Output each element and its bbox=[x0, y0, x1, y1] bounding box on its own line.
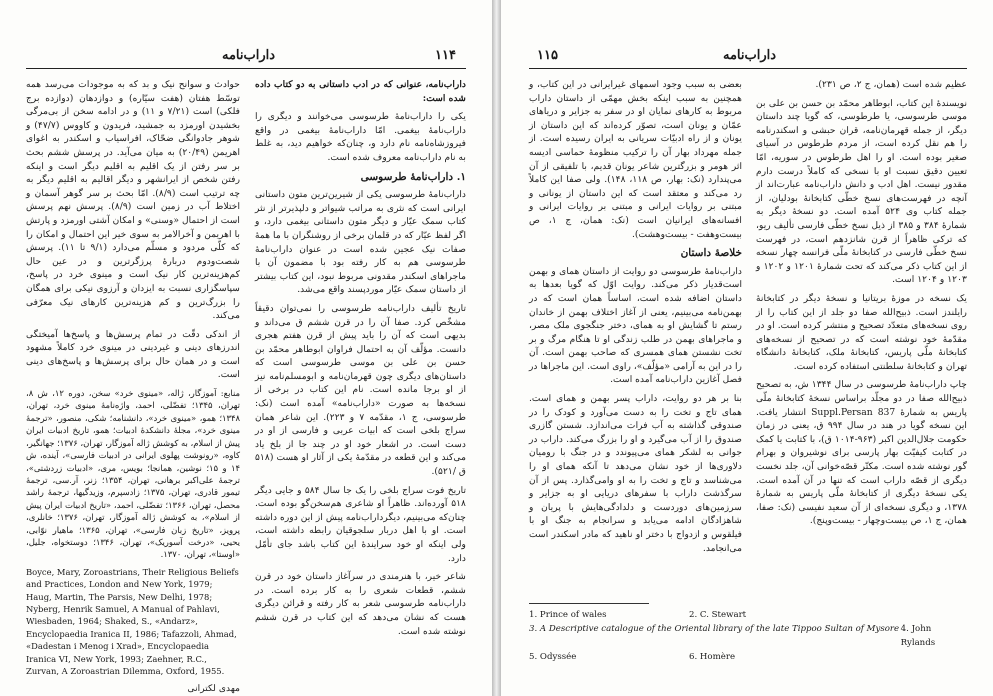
left-page bbox=[0, 0, 492, 696]
footnote-row bbox=[529, 608, 967, 622]
sources-latin: Boyce, Mary, Zoroastrians, Their Religious Beliefs and Practices, London and New York, 1979; Haug, Martin, The Parsis, New Delhi, 1978; Nyberg, Henrik Samuel, A Manual of Pahlavi, Wiesbaden, 1964; Shaked, S., «Andarz», Encyclopaedia Iranica II, 1986; Tafazzoli, Ahmad, «Dadestan i Menog i Xrad», Encyclopaedia Iranica VI, New York, 1993; Zaehner, R.C., Zurvan, A Zoroastrian Dilemma, Oxford, 1955. bbox=[26, 566, 239, 676]
paragraph: داراب‌نامهٔ طرسوسی یکی از شیرین‌ترین متون داستانی ایرانی است که نثری به مراتب شیواتر و دلپذیرتر از نثر کتاب سمک عیّار و دیگر متون داستانی بیغمی دارد، و اگر لفظ عیّار که در قلمان برخی از روشنگران با ما همهٔ صفات نیک عجین شده است در عنوان داراب‌نامهٔ طرسوسی هم به کار رفته بود با مضمون آن با ماجراهای اسکندر مقدونی مربوط نبود، این کتاب بیشتر از داستان سمک عیّار موردپسند واقع می‌شد. bbox=[255, 189, 466, 296]
paragraph: یک نسخه در موزهٔ بریتانیا و نسخهٔ دیگر در کتابخانهٔ رایلندز است. ذبیح‌الله صفا دو جلد از این کتاب را از روی نسخه‌های متعدّد تصحیح و منتشر کرده است. او در مقدّمهٔ خود نوشته است که در تصحیح از نسخه‌های کتابخانهٔ ملّی پاریس، کتابخانهٔ ملک، کتابخانهٔ دانشگاه تهران و کتابخانهٔ سلطنتی استفاده کرده است. bbox=[756, 292, 967, 372]
paragraph: از اندکی دقّت در تمام پرسش‌ها و پاسخ‌ها آمیختگی اندرزهای دینی و غیردینی در مینوی خرد کاملاً مشهود است و در همان حال برای پرسش‌ها و پاسخ‌های دینی است. bbox=[26, 328, 240, 381]
entry-title: داراب‌نامه، عنوانی که در ادب داستانی به دو کتاب داده شده است: bbox=[255, 79, 466, 104]
sources: منابع: آموزگار، ژاله، «مینوی خرد» سخن، دوره ۱۲، ش ۸، تهران، ۱۳۴۵؛ تفضّلی، احمد، واژه‌نامهٔ مینوی خرد، تهران، ۱۳۴۸؛ همو، «مینوی خرد»، دانشنامه؛ شکی، منصور، «ترجمهٔ مینوی خرد»، مجلهٔ دانشکدهٔ ادبیات؛ همو، تاریخ ادبیات ایران پیش از اسلام، به کوشش ژاله آموزگار، تهران، ۱۳۷۶؛ جهانگیر، کاوه، «رونوشت پهلوی ایرانی در ادبیات فارسی»، آینده، ش ۱۴ و ۱۵؛ نوشین، همانجا؛ بویس، مری، «ادبیات زردشتی»، ترجمهٔ علی‌اکبر برهانی، تهران، ۱۳۵۴؛ زنر، آر.سی، ترجمهٔ تیمور قادری، تهران، ۱۳۷۵؛ زادسپرم، وزیدگیها، ترجمهٔ راشد محصل، تهران، ۱۳۶۶؛ تفضّلی، احمد، «تاریخ ادبیات ایران پیش از اسلام»، به کوشش ژاله آموزگار، تهران، ۱۳۷۶؛ خانلری، پرویز، «تاریخ زبان فارسی»، تهران، ۱۳۶۵؛ ماهیار نوّابی، یحیی، «درخت آسوریک»، تهران، ۱۳۴۶؛ دوستخواه، جلیل، «اوستا»، تهران، ۱۳۷۰. bbox=[26, 388, 241, 560]
running-header-title: داراب‌نامه bbox=[723, 48, 777, 63]
paragraph: چاپ داراب‌نامهٔ طرسوسی در سال ۱۳۴۴ ش، به تصحیح ذبیح‌الله صفا در دو مجلّد براساس نسخهٔ کتابخانهٔ ملّی پاریس به شمارهٔ 837 Suppl.Persan انتشار یافت. این نسخه گویا در هند در سال ۹۹۴ ق، یعنی در زمان حکومت جلال‌الدین اکبر (۹۶۳-۱۰۱۴ ق)، با کتابت یا کمک در کتابت کیفیّت بهار پارسی برای نوشیروان و بهرام گور نوشته شده است. مکتّر قصّه‌خوانی آن، جلد نخست دیگری از قصّه داراب است که تنها در آن آمده است. یکی نسخهٔ دیگری از کتابخانهٔ ملّی پاریس به شمارهٔ ۱۳۷۸، و دیگری نسخه‌ای از آن سعید نفیسی (نک: صفا، همان، ج ۱، ص بیست‌وچهار - بیست‌وپنج). bbox=[756, 379, 967, 527]
paragraph: تاریخ فوت سراج بلخی را یک جا سال ۵۸۴ و جایی دیگر ۵۱۸ آورده‌اند. ظاهراً او شاعری هم‌سخن‌گو بوده است. چنان‌که می‌بینیم، دیگرداراب‌نامه پیش از این دوره داشته است. او با اهل دربار سلجوقیان رابطه داشته است، ولی اینکه او خود سرایندهٔ این کتاب باشد جای تأمّل دارد. bbox=[255, 484, 467, 564]
paragraph: بعضی به سبب وجود اسمهای غیرایرانی در این کتاب، و همچنین به سبب اینکه بخش مهمّی از داستان داراب مربوط به کارهای نمایان او در سفر به جزایر و دریاهای عمّان و یونان است، تصوّر کرده‌اند که این داستان از یونان و از راه ادبیّات سریانی به ایران رسیده است. از جمله مهرداد بهار آن را ترکیب منظومهٔ حماسی ادیسه اثر هومر و بزرگترین شاعر یونان قدیم، با تلفیقی از آن می‌پندارد (نک: بهار، ص ۱۱۸، ۱۴۸). ولی صفا این کاملاً رد می‌کند و معتقد است که این داستان از یونانی و مبتنی بر روایات ایرانی و مبتنی بر روایات ایرانی و افسانه‌های ایرانیان است (نک: همان، ج ۱، ص بیست‌وهفت - بیست‌وهشت). bbox=[529, 79, 742, 240]
footnote: 4. John Rylands bbox=[900, 624, 936, 648]
paragraph: داراب‌نامهٔ طرسوسی دو روایت از داستان همای و بهمن است‌قد‌یار ذکر می‌کند. روایت اوّل که گویا بعدها به داستان اضافه شده است، اساساً همان است که در بهمن‌نامه می‌بینیم، یعنی از آغاز اختلاف بهمن از خاندان رستم تا گشایش او به همای، دختر جنگجوی ملک مصر، و ماجراهای بهمن در طلب زندگی او تا هنگام مرگ و بر تخت نشستن همای همسری که صاحب بهمن است. آن را در این به آرامی «مؤلّف»، راوی است. این ماجراها در فصل آغازین داراب‌نامه آمده است. bbox=[529, 265, 742, 386]
header-rule bbox=[529, 68, 967, 69]
header-rule bbox=[26, 68, 466, 69]
page-number: ۱۱۵ bbox=[537, 48, 558, 63]
book-gutter bbox=[492, 0, 501, 696]
right-page bbox=[501, 0, 993, 696]
paragraph: بنا بر هر دو روایت، داراب پسر بهمن و همای است. همای تاج و تخت را به دست می‌آورد و کودک را در صندوقی گذاشته به آب فرات می‌اندازد. شستن گازری صندوق را از آب می‌گیرد و او را بزرگ می‌کند. داراب در جوانی به لشکر همای می‌پیوندد و در جنگ با رومیان دلاوری‌ها از خود نشان می‌دهد تا آنکه همای او را می‌شناسد و تاج و تخت را به او وامی‌گذارد. پس از آن سرگذشت داراب با سفرهای دریایی او به جزایر و سرزمین‌های دوردست و دلدادگی‌هایش با پریان و شاهزادگان ادامه می‌یابد و سرانجام به جنگ او با فیلقوس و ازدواج با دختر او ناهید که مادر اسکندر است می‌انجامد. bbox=[529, 393, 742, 554]
left-page-column-right bbox=[255, 78, 466, 638]
footnote-rule bbox=[529, 603, 649, 604]
entry-intro: یکی را داراب‌نامهٔ طرسوسی می‌خوانند و دیگری را داراب‌نامهٔ بیغمی. امّا داراب‌نامهٔ بیغمی در واقع فیروزشاه‌نامه نام دارد و، چنان‌که خواهیم دید، به غلط به نام داراب‌نامه معروف شده است. bbox=[255, 111, 466, 163]
footnote: 5. Odyssée bbox=[529, 652, 577, 662]
paragraph: نویسندهٔ این کتاب، ابوطاهر محمّد بن حسن بن علی بن موسی طرسوسی، یا طرطوسی، که گویا چند داستان دیگر، از جمله قهرمان‌نامه، قران حبشی و اسکندرنامه را هم نقل کرده است، از مردم طرطوس در آسیای صغیر بوده است. او را اهل طرطوس در سوریه، امّا تعیین دقیق نسبت او با نسخی که کاملاً درست دارم مقدور نیست. اهل ادب و دانش داراب‌نامه عبارت‌اند از آنچه در فهرست‌های نسخ خطّی کتابخانهٔ بودلیان، از جمله کتاب وی ۵۲۴ آمده است. دو نسخهٔ دیگر به شمارهٔ ۳۸۴ و ۳۸۵ از ذیل نسخ خطّی فارسی تألیف ریو، که ترکی ظاهراً از قرن شانزدهم است، در فهرست نسخ خطّی فارسی در کتابخانهٔ ملّی فرانسه چهار نسخه از این کتاب ذکر می‌کند که تحت شمارهٔ ۱۲۰۱ و ۱۲۰۲ و ۱۲۰۳ و ۱۲۰۴ است. bbox=[756, 97, 967, 286]
left-page-column-left bbox=[26, 78, 241, 695]
section-heading: خلاصهٔ داستان bbox=[680, 247, 742, 260]
footnote: 3. A Descriptive catalogue of the Oriental library of the late Tippoo Sultan of Mysore bbox=[529, 624, 900, 634]
right-page-column-right bbox=[756, 78, 967, 596]
footnote: 2. C. Stewart bbox=[689, 610, 747, 620]
right-page-column-left bbox=[529, 78, 742, 596]
footnote: 6. Homère bbox=[689, 652, 736, 662]
paragraph: تاریخ تألیف داراب‌نامه طرسوسی را نمی‌توان دقیقاً مشخّص کرد. صفا آن را در قرن ششم ق می‌داند و بدیهی است که آن را باید پیش از قرن هفتم هجری دانست. مؤلّف آن به احتمال فراوان ابوطاهر محمّد بن حسن بن علی بن موسی طرسوسی است که داستان‌های دیگری چون قهرمان‌نامه و ابومسلم‌نامه نیز از او برجا مانده است. نام این کتاب در برخی از نسخه‌ها به صورت «داراب‌نامه» آمده است (نک: طرسوسی، ج ۱، مقدّمه ۷ و ۲۲۳). این شاعر همان سراج بلخی است که ابیات عربی و فارسی از او در دست است. در اشعار خود او در چند جا از بلخ یاد می‌کند و این قطعه در مقدّمهٔ یکی از آثار او هست (۵۱۸ ق /۵۲۱). bbox=[255, 302, 467, 478]
author-signature: مهدی لکترانی bbox=[187, 683, 240, 695]
page-number: ۱۱۴ bbox=[435, 48, 456, 63]
paragraph: شاعر خیر، با هنرمندی در سرآغاز داستان خود در قرن ششم، قطعات شعری را به کار برده است. در داراب‌نامه طرسوسی شعر به کار رفته و قرائن دیگری هست که نشان می‌دهد که این کتاب در قرن ششم نوشته شده است. bbox=[255, 571, 466, 637]
footnote: 1. Prince of wales bbox=[529, 610, 607, 620]
footnote-row bbox=[529, 650, 967, 664]
section-heading: ۱. داراب‌نامهٔ طرسوسی bbox=[360, 170, 466, 183]
footnotes bbox=[529, 608, 967, 664]
footnote-row bbox=[529, 622, 967, 650]
running-header-title: داراب‌نامه bbox=[222, 48, 276, 63]
paragraph: عظیم شده است (همان، ج ۲، ص ۲۳۱). bbox=[815, 79, 967, 90]
paragraph: حوادث و سوانح نیک و بد که به موجودات می‌رسد همه توسّط هفتان (هفت سیّاره) و دوازدهان (دوازده برج فلکی) است (۷/۲۱ و ۱۱) و در ادامه سخن از بی‌مرگی بخشیدن اورمزد به جمشید، فریدون و کاووس (۴۷/۷) و شوهر جادوانگی ضحّاک، افراسیاب و اسکندر به اغوای اهریمن (۲۰/۴۹) به میان می‌آید. در پرسش ششم بحث بر سر رفتن از یک اقلیم به اقلیم دیگر است و اینکه رفتن‌ شخص از ایرانشهر و دیگر اقالیم به اقلیم دیگر به چه ترتیب است (۸/۹). امّا بحث بر سر گوهر آسمان و اختلاط آب در زمین است (۸/۹). پرسش نهم پرسش است از احتمال «وسنی» و امکان آشتی اورمزد و پارتش با اهریمن و آخرالامر به سوی خیر این احتمال و امکان را که کلّی مردود و مسلّم می‌دارد (۹/۱ تا ۱۱). پرسش شصت‌ودوم دربارهٔ پرزگرترین و در عین حال کم‌هزینه‌ترین کار نیک است و مینوی خرد در پاسخ، سپاسگزاری نسبت به ایزدان و آرزوی نیکی برای همگان را بزرگ‌ترین و کم هزینه‌ترین کارهای نیک معرّفی می‌کند. bbox=[26, 79, 241, 322]
